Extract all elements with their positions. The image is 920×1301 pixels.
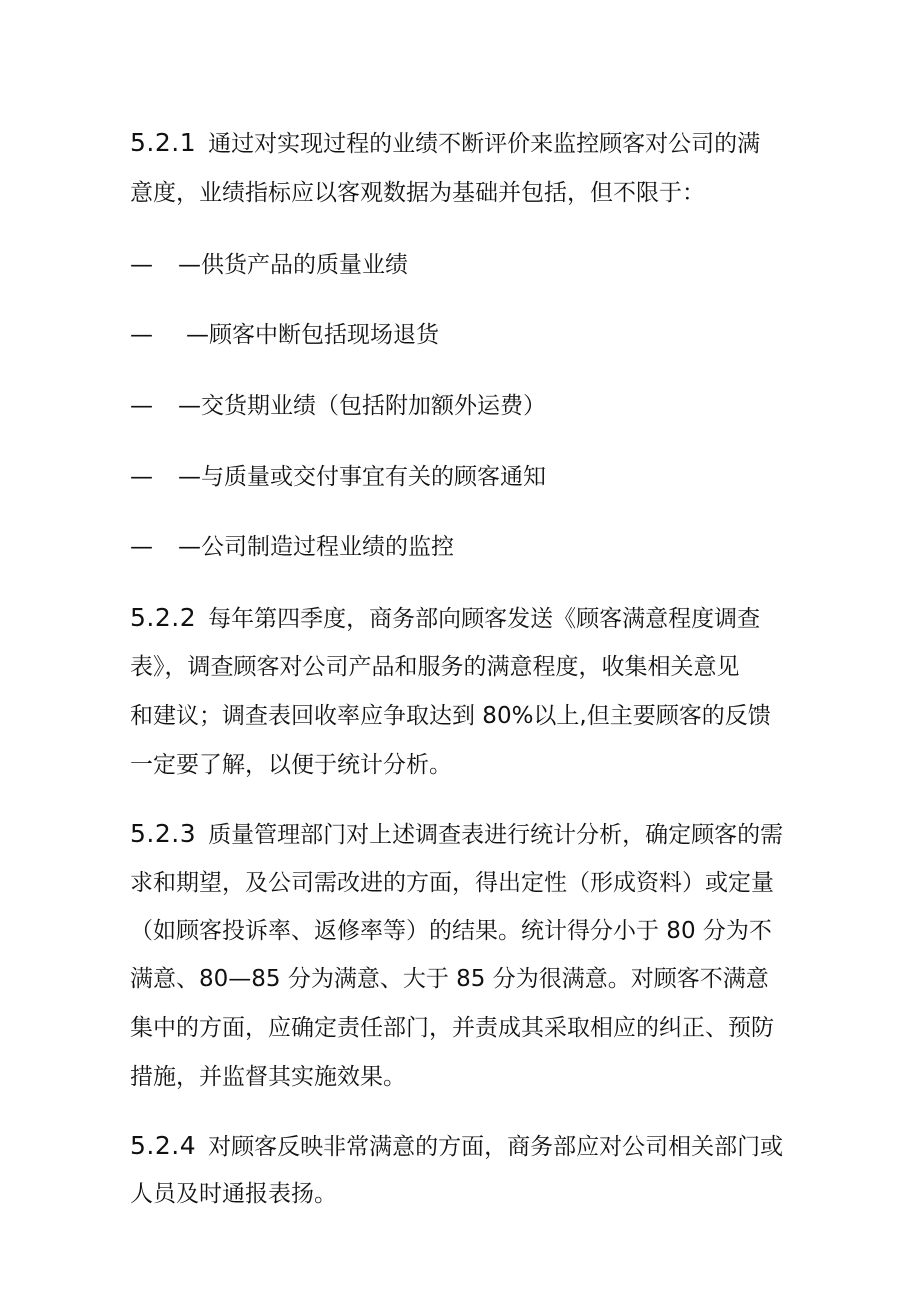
paragraph-text: 每年第四季度，商务部向顾客发送《顾客满意程度调查: [208, 606, 761, 632]
bullet-text: —与质量或交付事宜有关的顾客通知: [178, 464, 546, 490]
paragraph-text: 人员及时通报表扬。: [130, 1181, 337, 1207]
section-5-2-3-line-3: [130, 916, 772, 946]
section-number: 5.2.2: [130, 603, 197, 632]
section-5-2-1-line-1: [130, 128, 760, 159]
section-5-2-2-line-2: [130, 652, 740, 682]
section-number: 5.2.1: [130, 128, 197, 157]
section-5-2-2-line-4: [130, 750, 452, 780]
bullet-dash: —: [130, 322, 153, 348]
bullet-text: —交货期业绩（包括附加额外运费）: [178, 393, 546, 419]
section-5-2-2-line-3: [130, 701, 771, 731]
section-5-2-3-line-1: [130, 819, 783, 850]
paragraph-text: 质量管理部门对上述调查表进行统计分析，确定顾客的需: [208, 822, 784, 848]
paragraph-text: 满意、80—85 分为满意、大于 85 分为很满意。对顾客不满意: [130, 966, 769, 992]
section-5-2-3-line-5: [130, 1013, 774, 1043]
bullet-item: [130, 250, 408, 280]
section-number: 5.2.3: [130, 819, 197, 848]
section-5-2-3-line-6: [130, 1062, 406, 1092]
section-5-2-1-line-2: [130, 178, 705, 208]
bullet-item: [130, 320, 439, 350]
paragraph-text: 对顾客反映非常满意的方面，商务部应对公司相关部门或: [208, 1134, 784, 1160]
section-5-2-2-line-1: [130, 603, 760, 634]
paragraph-text: 求和期望，及公司需改进的方面，得出定性（形成资料）或定量: [130, 870, 774, 896]
paragraph-text: 集中的方面，应确定责任部门，并责成其采取相应的纠正、预防: [130, 1015, 774, 1041]
bullet-dash: —: [130, 534, 153, 560]
bullet-item: [130, 532, 454, 562]
paragraph-text: 表》，调查顾客对公司产品和服务的满意程度，收集相关意见: [130, 654, 740, 680]
bullet-dash: —: [130, 393, 153, 419]
bullet-item: [130, 462, 546, 492]
paragraph-text: 措施，并监督其实施效果。: [130, 1064, 406, 1090]
bullet-text: —供货产品的质量业绩: [178, 252, 408, 278]
paragraph-text: 一定要了解，以便于统计分析。: [130, 752, 452, 778]
section-5-2-4-line-2: [130, 1179, 337, 1209]
bullet-text: —顾客中断包括现场退货: [186, 322, 439, 348]
section-number: 5.2.4: [130, 1131, 197, 1160]
bullet-dash: —: [130, 252, 153, 278]
section-5-2-4-line-1: [130, 1131, 783, 1162]
paragraph-text: 意度，业绩指标应以客观数据为基础并包括，但不限于：: [130, 180, 705, 206]
bullet-item: [130, 391, 546, 421]
bullet-text: —公司制造过程业绩的监控: [178, 534, 454, 560]
paragraph-text: 和建议；调查表回收率应争取达到 80%以上,但主要顾客的反馈: [130, 703, 771, 729]
paragraph-text: （如顾客投诉率、返修率等）的结果。统计得分小于 80 分为不: [130, 918, 772, 944]
section-5-2-3-line-4: [130, 964, 769, 994]
section-5-2-3-line-2: [130, 868, 774, 898]
bullet-dash: —: [130, 464, 153, 490]
paragraph-text: 通过对实现过程的业绩不断评价来监控顾客对公司的满: [208, 131, 761, 157]
